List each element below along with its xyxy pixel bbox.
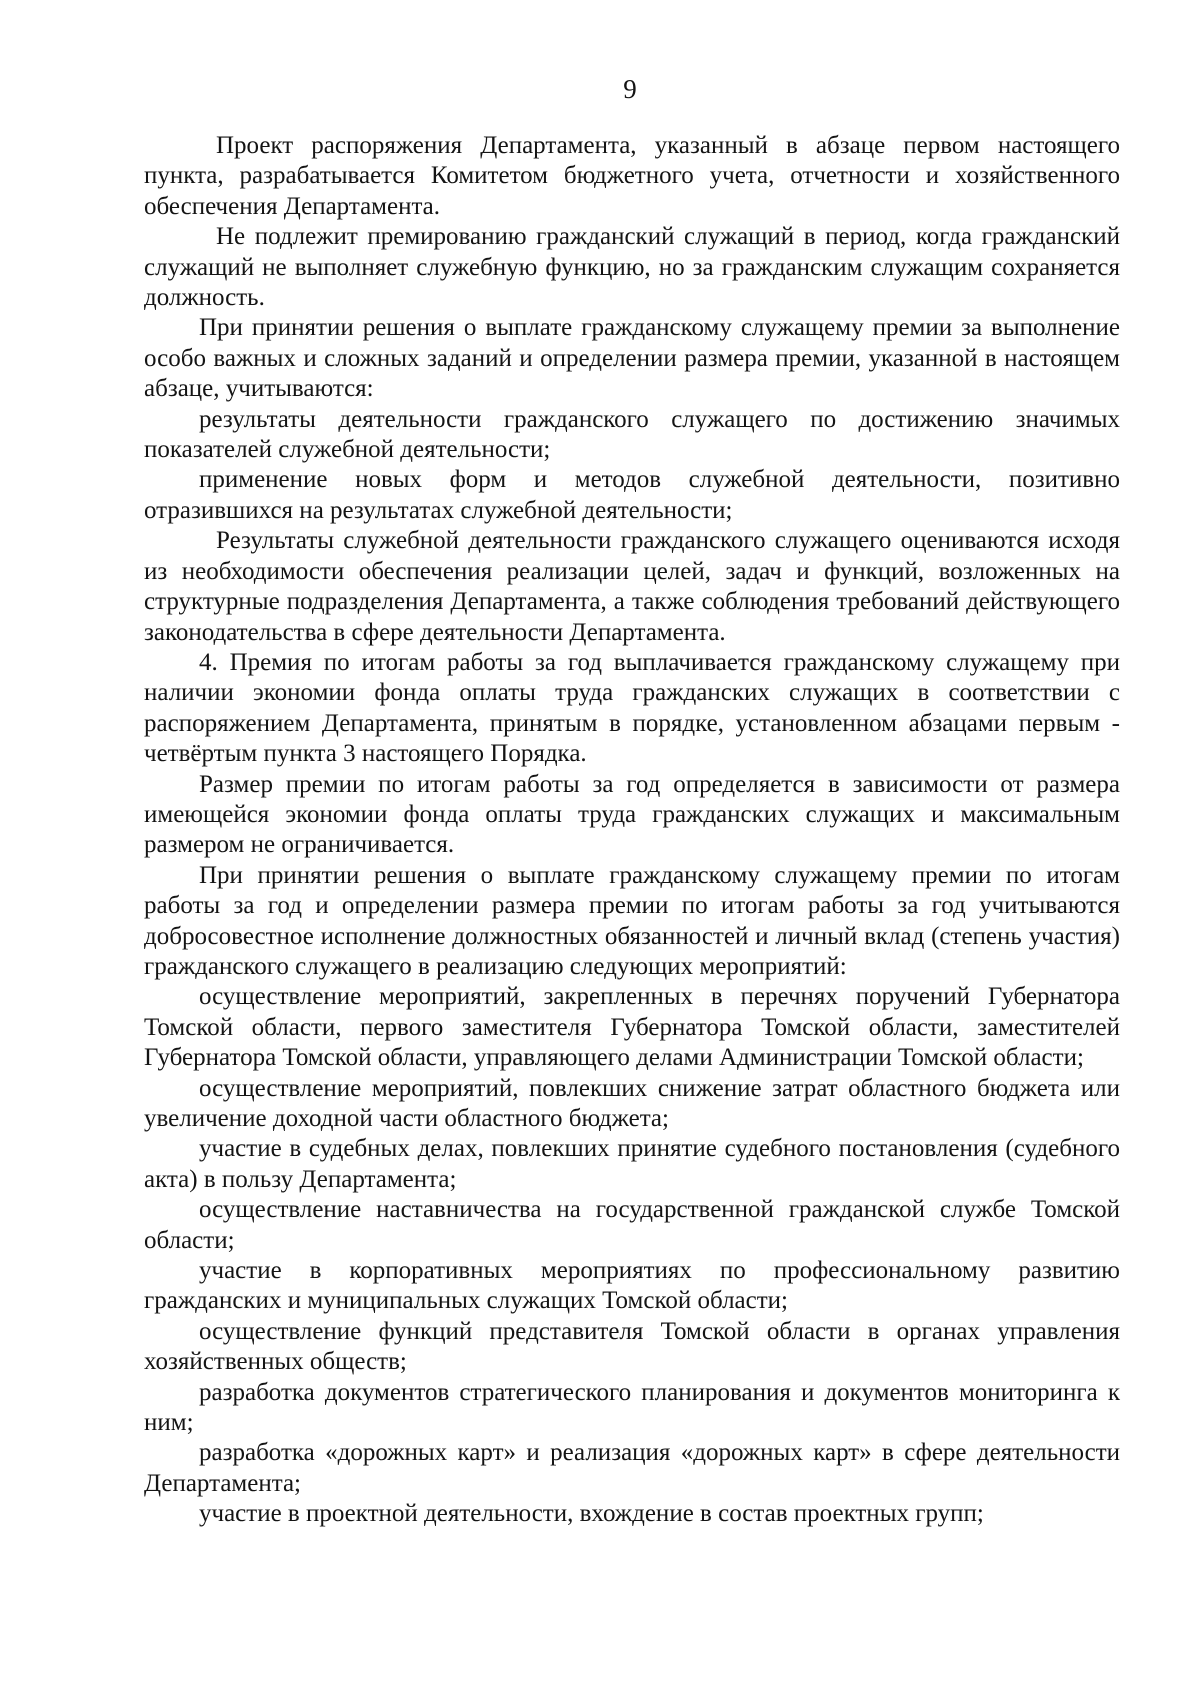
paragraph-order-draft: Проект распоряжения Департамента, указанный в абзаце первом настоящего пункта, разрабатывается Комитетом бюджетного учета, отчетности и хозяйственного обеспечения Департамента. — [144, 132, 1120, 220]
paragraph-annual-bonus-size: Размер премии по итогам работы за год определяется в зависимости от размера имеющейся экономии фонда оплаты труда гражданских служащих и максимальным размером не ограничивается. — [144, 770, 1120, 859]
document-body — [144, 131, 1120, 1530]
list-item-road-maps: разработка «дорожных карт» и реализация «дорожных карт» в сфере деятельности Департамента; — [144, 1439, 1120, 1497]
list-item-strategic-planning: разработка документов стратегического планирования и документов мониторинга к ним; — [144, 1378, 1120, 1437]
list-item-results-indicators: результаты деятельности гражданского служащего по достижению значимых показателей служебной деятельности; — [144, 405, 1120, 464]
list-item-corporate-events: участие в корпоративных мероприятиях по профессиональному развитию гражданских и муниципальных служащих Томской области; — [144, 1257, 1120, 1315]
list-item-new-methods: применение новых форм и методов служебной деятельности, позитивно отразившихся на результатах служебной деятельности; — [144, 466, 1120, 524]
list-item-governor-orders: осуществление мероприятий, закрепленных в перечнях поручений Губернатора Томской области, первого заместителя Губернатора Томской области, заместителей Губернатора Томской области, управляющего делами Администрации Томской области; — [144, 983, 1120, 1072]
page-number: 9 — [623, 74, 637, 104]
list-item-court-cases: участие в судебных делах, повлекших принятие судебного постановления (судебного акта) в пользу Департамента; — [144, 1135, 1120, 1193]
list-item-project-activity: участие в проектной деятельности, вхождение в состав проектных групп; — [199, 1500, 984, 1528]
list-item-representative-functions: осуществление функций представителя Томской области в органах управления хозяйственных обществ; — [144, 1317, 1120, 1376]
list-item-mentoring: осуществление наставничества на государственной гражданской службе Томской области; — [144, 1196, 1120, 1254]
list-item-budget-savings: осуществление мероприятий, повлекших снижение затрат областного бюджета или увеличение доходной части областного бюджета; — [144, 1074, 1120, 1132]
paragraph-annual-bonus: 4. Премия по итогам работы за год выплачивается гражданскому служащему при наличии экономии фонда оплаты труда гражданских служащих в соответствии с распоряжением Департамента, принятым в порядке, установленном абзацами первым - четвёртым пункта 3 настоящего Порядка. — [144, 648, 1120, 768]
paragraph-annual-bonus-criteria: При принятии решения о выплате гражданскому служащему премии по итогам работы за год и определении размера премии по итогам работы за год учитываются добросовестное исполнение должностных обязанностей и личный вклад (степень участия) гражданского служащего в реализацию следующих мероприятий: — [144, 861, 1120, 980]
paragraph-special-task-bonus: При принятии решения о выплате гражданскому служащему премии за выполнение особо важных и сложных заданий и определении размера премии, указанной в настоящем абзаце, учитываются: — [144, 314, 1120, 403]
paragraph-results-evaluation: Результаты служебной деятельности гражданского служащего оцениваются исходя из необходимости обеспечения реализации целей, задач и функций, возложенных на структурные подразделения Департамента, а также соблюдения требований действующего законодательства в сфере деятельности Департамента. — [144, 527, 1120, 646]
paragraph-no-bonus-condition: Не подлежит премированию гражданский служащий в период, когда гражданский служащий не выполняет служебную функцию, но за гражданским служащим сохраняется должность. — [144, 223, 1120, 312]
